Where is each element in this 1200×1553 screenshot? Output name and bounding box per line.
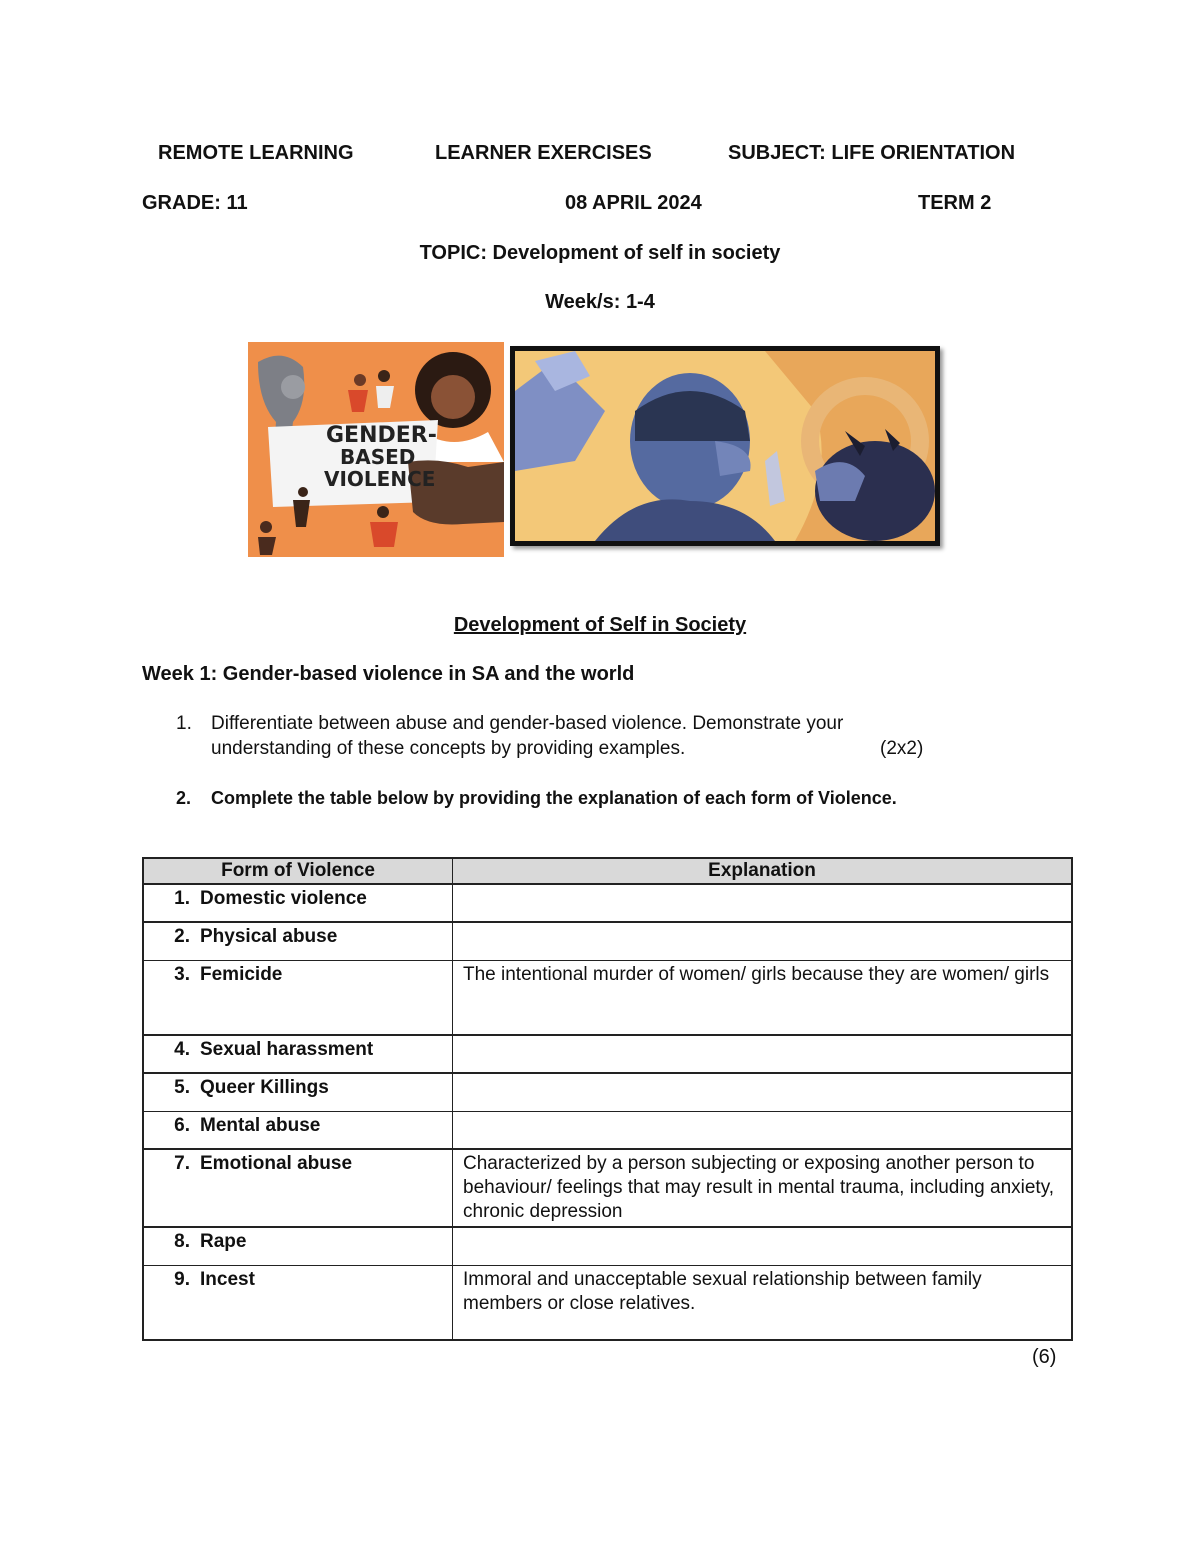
header-remote-learning: REMOTE LEARNING [158,142,354,164]
explanation-cell[interactable] [453,1073,1073,1111]
form-name: Physical abuse [200,926,338,947]
table-header-explanation: Explanation [453,858,1073,884]
abuse-illustration-image [510,346,940,546]
table-row [143,922,1072,960]
explanation-cell[interactable] [453,884,1073,922]
row-number: 4. [174,1039,190,1060]
row-number: 6. [174,1114,190,1136]
table-header-row [143,858,1072,884]
form-name: Femicide [200,963,283,985]
weeks-label: Week/s: 1-4 [545,291,655,313]
row-number: 5. [174,1077,190,1098]
section-title: Development of Self in Society [453,614,747,636]
explanation-cell: The intentional murder of women/ girls because they are women/ girls [453,960,1073,1035]
header-grade: GRADE: 11 [142,192,248,214]
table-row [143,960,1072,1035]
poster-text-line3: VIOLENCE [324,467,436,491]
table-row [143,884,1072,922]
form-cell [143,1111,453,1149]
gbv-poster-image [248,342,504,557]
explanation-cell[interactable] [453,922,1073,960]
table-row [143,1265,1072,1340]
row-number: 9. [174,1268,190,1290]
row-number: 2. [174,926,190,947]
question-1-marks: (2x2) [880,738,924,759]
form-cell [143,1149,453,1227]
table-header-form: Form of Violence [143,858,453,884]
question-1-line2: understanding of these concepts by providing examples. [211,738,686,759]
table-row [143,1111,1072,1149]
form-cell [143,922,453,960]
total-marks: (6) [1032,1346,1057,1368]
form-cell [143,1227,453,1265]
explanation-cell[interactable] [453,1227,1073,1265]
explanation-cell[interactable] [453,1035,1073,1073]
form-cell [143,1035,453,1073]
violence-table [142,857,1073,1341]
form-name: Domestic violence [200,888,367,909]
row-number: 3. [174,963,190,985]
question-1-line1: Differentiate between abuse and gender-based violence. Demonstrate your [211,713,844,734]
form-cell [143,960,453,1035]
topic-title: TOPIC: Development of self in society [419,242,781,264]
table-row [143,1035,1072,1073]
poster-text-line1: GENDER- [326,423,437,448]
form-name: Queer Killings [200,1077,329,1098]
form-cell [143,884,453,922]
form-cell [143,1073,453,1111]
gbv-poster-illustration [248,342,504,557]
explanation-cell[interactable] [453,1111,1073,1149]
explanation-cell: Characterized by a person subjecting or exposing another person to behaviour/ feelings that may result in mental trauma, including anxiety, chronic depression [453,1149,1073,1227]
table-row [143,1227,1072,1265]
week1-heading: Week 1: Gender-based violence in SA and the world [142,663,635,685]
form-name: Mental abuse [200,1114,321,1136]
header-term: TERM 2 [918,192,992,214]
form-cell [143,1265,453,1340]
header-subject: SUBJECT: LIFE ORIENTATION [728,142,1016,164]
row-number: 1. [174,888,190,909]
poster-text-line2: BASED [340,445,416,469]
form-name: Emotional abuse [200,1153,353,1174]
explanation-cell: Immoral and unacceptable sexual relationship between family members or close relatives. [453,1265,1073,1340]
question-2-number: 2. [176,788,192,808]
form-name: Sexual harassment [200,1039,374,1060]
header-learner-exercises: LEARNER EXERCISES [435,142,652,164]
form-name: Rape [200,1231,247,1252]
header-date: 08 APRIL 2024 [565,192,702,214]
question-1-number: 1. [176,713,192,734]
row-number: 8. [174,1231,190,1252]
form-name: Incest [200,1268,255,1290]
question-2-text: Complete the table below by providing the explanation of each form of Violence. [211,788,897,808]
row-number: 7. [174,1153,190,1174]
table-row [143,1149,1072,1227]
table-row [143,1073,1072,1111]
abuse-illustration [515,351,935,541]
